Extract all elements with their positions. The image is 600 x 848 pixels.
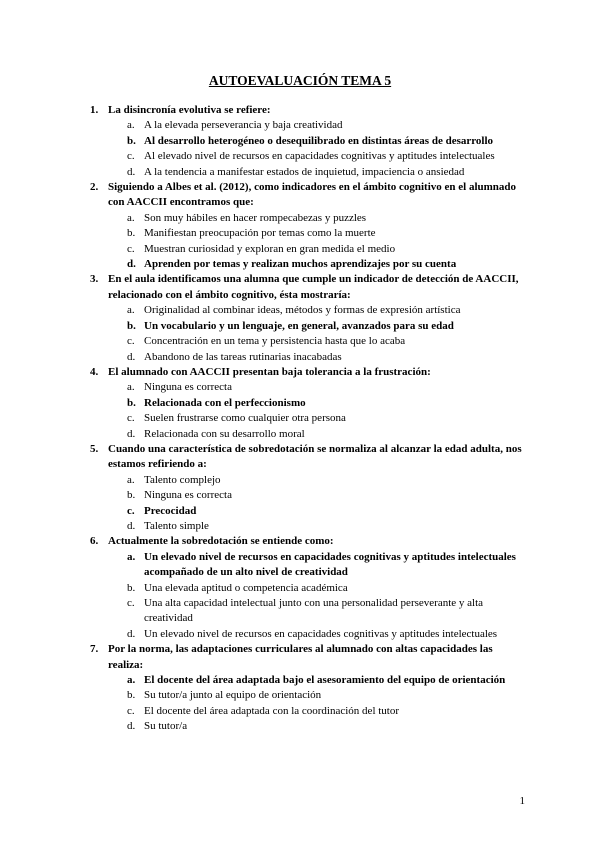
option-letter: d.: [127, 350, 136, 363]
answer-option: [127, 473, 530, 488]
question-item: [90, 365, 530, 442]
option-text: A la elevada perseverancia y baja creatividad: [144, 119, 343, 132]
option-text: Suelen frustrarse como cualquier otra persona: [144, 412, 346, 425]
answer-option-correct: [127, 550, 530, 581]
answer-option-correct: [127, 673, 530, 688]
option-text: Talento complejo: [144, 473, 221, 486]
answer-options: [108, 550, 530, 642]
option-text: El docente del área adaptada bajo el asesoramiento del equipo de orientación: [144, 674, 506, 687]
answer-option: [127, 165, 530, 180]
answer-option: [127, 303, 530, 318]
option-text: Manifiestan preocupación por temas como la muerte: [144, 227, 376, 240]
option-text: Precocidad: [144, 504, 197, 517]
question-text: La disincronía evolutiva se refiere:: [108, 104, 271, 116]
page-title: AUTOEVALUACIÓN TEMA 5: [208, 73, 392, 88]
option-letter: a.: [127, 674, 136, 687]
question-list: [90, 103, 530, 735]
option-letter: c.: [127, 335, 135, 348]
answer-option-correct: [127, 396, 530, 411]
answer-option: [127, 688, 530, 703]
option-letter: b.: [127, 396, 136, 409]
question-text: Por la norma, las adaptaciones curriculares al alumnado con altas capacidades las realiza:: [108, 643, 493, 671]
option-letter: d.: [127, 165, 136, 178]
answer-option: [127, 488, 530, 503]
option-text: Ninguna es correcta: [144, 489, 232, 502]
answer-options: [108, 673, 530, 735]
answer-option: [127, 334, 530, 349]
question-number: 6.: [90, 535, 99, 548]
question-number: 4.: [90, 365, 99, 378]
option-letter: a.: [127, 550, 136, 563]
option-text: Originalidad al combinar ideas, métodos y formas de expresión artística: [144, 304, 461, 317]
option-letter: a.: [127, 119, 135, 132]
answer-option: [127, 350, 530, 365]
answer-option: [127, 596, 530, 627]
answer-option-correct: [127, 319, 530, 334]
option-letter: d.: [127, 720, 136, 733]
answer-option: [127, 226, 530, 241]
option-letter: a.: [127, 304, 135, 317]
answer-options: [108, 303, 530, 365]
answer-option-correct: [127, 504, 530, 519]
option-text: Talento simple: [144, 519, 209, 532]
option-text: Su tutor/a junto al equipo de orientación: [144, 689, 322, 702]
option-text: Relacionada con el perfeccionismo: [144, 396, 306, 409]
option-text: Abandono de las tareas rutinarias inacabadas: [144, 350, 342, 363]
option-letter: a.: [127, 473, 135, 486]
option-text: Una alta capacidad intelectual junto con una personalidad perseverante y alta creatividad: [144, 597, 484, 625]
option-text: Un elevado nivel de recursos en capacidades cognitivas y aptitudes intelectuales acompañado de un alto nivel de creatividad: [144, 550, 516, 579]
option-text: Muestran curiosidad y exploran en gran medida el medio: [144, 242, 396, 255]
question-number: 7.: [90, 643, 99, 656]
option-letter: d.: [127, 627, 136, 640]
option-text: Un elevado nivel de recursos en capacidades cognitivas y aptitudes intelectuales: [144, 627, 498, 640]
option-letter: d.: [127, 427, 136, 440]
answer-option-correct: [127, 257, 530, 272]
answer-options: [108, 380, 530, 442]
question-number: 5.: [90, 442, 99, 455]
option-text: Su tutor/a: [144, 720, 188, 733]
option-text: Una elevada aptitud o competencia académica: [144, 581, 348, 594]
option-letter: d.: [127, 519, 136, 532]
option-letter: c.: [127, 504, 135, 517]
question-text: Siguiendo a Albes et al. (2012), como indicadores en el ámbito cognitivo en el alumnado con AACCII encontramos que:: [108, 181, 517, 209]
option-text: Al elevado nivel de recursos en capacidades cognitivas y aptitudes intelectuales: [144, 150, 495, 163]
option-letter: a.: [127, 211, 135, 224]
option-letter: b.: [127, 489, 136, 502]
answer-option: [127, 118, 530, 133]
answer-options: [108, 211, 530, 273]
question-number: 2.: [90, 181, 99, 194]
question-item: [90, 442, 530, 534]
answer-option: [127, 149, 530, 164]
option-letter: a.: [127, 381, 135, 394]
option-letter: b.: [127, 134, 136, 147]
option-letter: b.: [127, 581, 136, 594]
option-text: Concentración en un tema y persistencia hasta que lo acaba: [144, 335, 406, 348]
option-text: Relacionada con su desarrollo moral: [144, 427, 305, 440]
page-number: 1: [519, 795, 525, 807]
answer-option: [127, 719, 530, 734]
option-letter: b.: [127, 689, 136, 702]
option-letter: c.: [127, 412, 135, 425]
option-letter: b.: [127, 319, 136, 332]
question-text: Cuando una característica de sobredotación se normaliza al alcanzar la edad adulta, nos estamos refiriendo a:: [108, 442, 522, 471]
answer-options: [108, 118, 530, 180]
question-text: Actualmente la sobredotación se entiende como:: [108, 535, 334, 548]
answer-option: [127, 519, 530, 534]
option-letter: c.: [127, 242, 135, 255]
question-item: [90, 103, 530, 180]
answer-option: [127, 704, 530, 719]
question-number: 1.: [90, 104, 99, 116]
answer-option: [127, 411, 530, 426]
answer-options: [108, 473, 530, 535]
option-letter: c.: [127, 150, 135, 163]
answer-option: [127, 380, 530, 395]
answer-option: [127, 427, 530, 442]
option-letter: c.: [127, 704, 135, 717]
answer-option: [127, 627, 530, 642]
question-item: [90, 180, 530, 272]
option-letter: c.: [127, 597, 135, 609]
question-text: En el aula identificamos una alumna que cumple un indicador de detección de AACCII, relacionado con el ámbito cognitivo, ésta mostraría:: [108, 273, 519, 301]
question-text: El alumnado con AACCII presentan baja tolerancia a la frustración:: [108, 365, 431, 378]
option-letter: d.: [127, 258, 136, 271]
option-text: Un vocabulario y un lenguaje, en general, avanzados para su edad: [144, 319, 454, 332]
option-text: El docente del área adaptada con la coordinación del tutor: [144, 704, 400, 717]
question-number: 3.: [90, 273, 99, 286]
option-letter: b.: [127, 227, 136, 240]
answer-option-correct: [127, 134, 530, 149]
answer-option: [127, 581, 530, 596]
question-item: [90, 272, 530, 364]
question-item: [90, 534, 530, 642]
option-text: Al desarrollo heterogéneo o desequilibrado en distintas áreas de desarrollo: [144, 134, 494, 147]
answer-option: [127, 211, 530, 226]
answer-option: [127, 242, 530, 257]
option-text: Ninguna es correcta: [144, 381, 232, 394]
option-text: Aprenden por temas y realizan muchos aprendizajes por su cuenta: [144, 258, 457, 271]
option-text: Son muy hábiles en hacer rompecabezas y puzzles: [144, 211, 367, 224]
question-item: [90, 642, 530, 734]
option-text: A la tendencia a manifestar estados de inquietud, impaciencia o ansiedad: [144, 165, 465, 178]
